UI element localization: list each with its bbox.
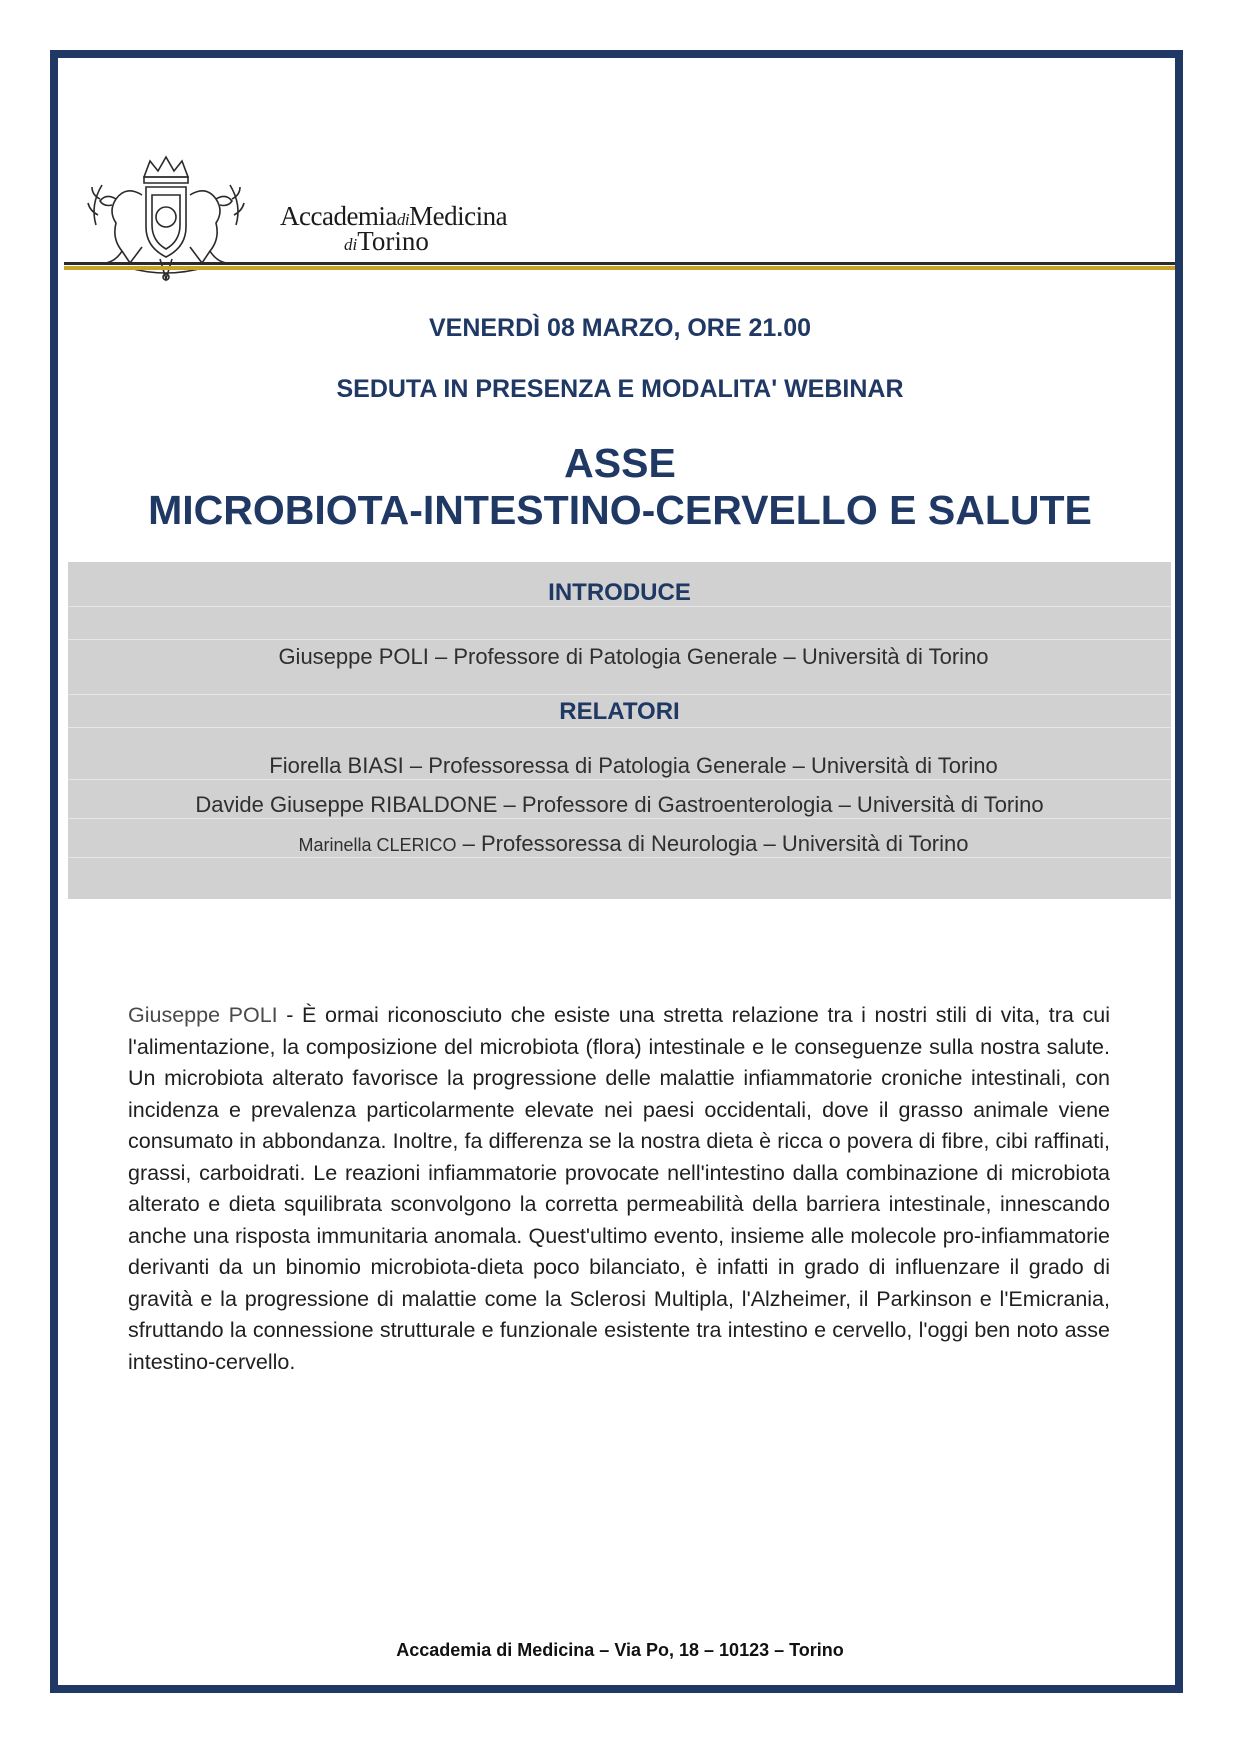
relatore-1 — [68, 753, 1171, 779]
relatore-3-role: – Professoressa di Neurologia – Università di Torino — [456, 831, 969, 856]
event-title-line-1: ASSE — [564, 440, 676, 486]
event-date: VENERDÌ 08 MARZO, ORE 21.00 — [428, 314, 812, 342]
event-title-line-2: MICROBIOTA-INTESTINO-CERVELLO E SALUTE — [148, 487, 1092, 533]
footer-address: Accademia di Medicina – Via Po, 18 – 10123 – Torino — [396, 1640, 844, 1660]
relatori-heading: RELATORI — [559, 698, 680, 725]
relatore-2 — [68, 792, 1171, 818]
row-divider — [68, 694, 1171, 695]
row-divider — [68, 727, 1171, 728]
row-divider — [68, 818, 1171, 819]
introduce-speaker: Giuseppe POLI – Professore di Patologia Generale – Università di Torino — [278, 644, 989, 669]
logo-word-accademia: Accademia — [280, 201, 397, 231]
logo-word-medicina: Medicina — [409, 201, 508, 231]
relatore-3-name: Marinella CLERICO — [298, 835, 457, 855]
abstract-author: Giuseppe POLI — [128, 1003, 278, 1027]
relatore-2-name: Davide Giuseppe RIBALDONE — [195, 792, 498, 817]
header-rule-dark — [64, 262, 1175, 265]
abstract-paragraph — [128, 1000, 1110, 1378]
relatore-2-role: – Professore di Gastroenterologia – Università di Torino — [497, 792, 1044, 817]
academy-logo-text — [280, 203, 507, 255]
event-mode: SEDUTA IN PRESENZA E MODALITA' WEBINAR — [336, 375, 904, 403]
relatore-1-name: Fiorella BIASI — [269, 753, 404, 778]
relatore-3 — [68, 831, 1171, 857]
row-divider — [68, 779, 1171, 780]
introduce-heading: INTRODUCE — [548, 579, 691, 606]
row-divider — [68, 639, 1171, 640]
abstract-text: - È ormai riconosciuto che esiste una stretta relazione tra i nostri stili di vita, tra cui l'alimentazione, la composizione del microbiota (flora) intestinale e le conseguenze sulla nostra salute. Un microbiota alterato favorisce la progressione delle malattie infiammatorie croniche intestinali, con incidenza e prevalenza particolarmente elevate nei paesi occidentali, dove il grasso animale viene consumato in abbondanza. Inoltre, fa differenza se la nostra dieta è ricca o povera di fibre, cibi raffinati, grassi, carboidrati. Le reazioni infiammatorie provocate nell'intestino dalla combinazione di microbiota alterato e dieta squilibrata sconvolgono la corretta permeabilità della barriera intestinale, innescando anche una risposta immunitaria anomala. Quest'ultimo evento, insieme alle molecole pro-infiammatorie derivanti da un binomio microbiota-dieta poco bilanciato, è infatti in grado di influenzare il grado di gravità e la progressione di malattie come la Sclerosi Multipla, l'Alzheimer, il Parkinson e l'Emicrania, sfruttando la connessione strutturale e funzionale esistente tra intestino e cervello, l'oggi ben noto asse intestino-cervello. — [128, 1003, 1110, 1374]
logo-word-torino: Torino — [357, 226, 429, 256]
speakers-box — [68, 562, 1171, 899]
row-divider — [68, 857, 1171, 858]
logo-word-di-2: di — [344, 235, 358, 254]
header-rule-gold — [64, 266, 1175, 270]
relatore-1-role: – Professoressa di Patologia Generale – Università di Torino — [403, 753, 998, 778]
logo-word-di: di — [396, 210, 410, 229]
